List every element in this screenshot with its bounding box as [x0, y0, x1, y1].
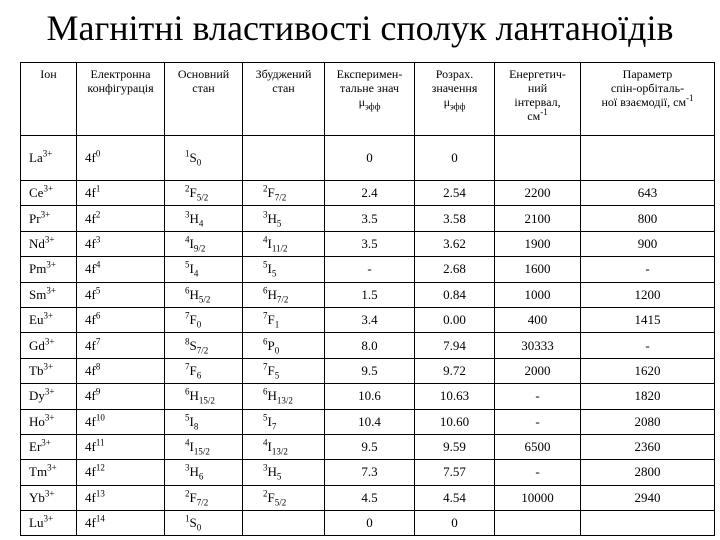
energy-gap-cell — [495, 136, 581, 181]
header-excited-state: Збуджений стан — [243, 63, 325, 136]
spin-orbit-cell: 2360 — [581, 434, 715, 459]
experimental-value-cell: 4.5 — [325, 485, 415, 510]
energy-gap-cell: 30333 — [495, 333, 581, 358]
config-cell: $4f^8$ — [77, 358, 165, 383]
ground-state-cell: $^7F_6$ — [165, 358, 243, 383]
header-ground-state: Основний стан — [165, 63, 243, 136]
table-row — [21, 307, 715, 332]
ground-state-cell: $^3H_4$ — [165, 206, 243, 231]
header-ion: Іон — [21, 63, 77, 136]
config-cell: $4f^4$ — [77, 257, 165, 282]
table-row — [21, 206, 715, 231]
config-cell: $4f^3$ — [77, 231, 165, 256]
spin-orbit-cell: 1415 — [581, 307, 715, 332]
excited-state-cell: $^7F_1$ — [243, 307, 325, 332]
config-cell: $4f^9$ — [77, 384, 165, 409]
spin-orbit-cell: - — [581, 333, 715, 358]
excited-state-cell: $^3H_5$ — [243, 206, 325, 231]
ground-state-cell: $^8S_{7/2}$ — [165, 333, 243, 358]
table-row — [21, 485, 715, 510]
table-row — [21, 384, 715, 409]
table-row — [21, 511, 715, 536]
calculated-value-cell: 0 — [415, 511, 495, 536]
config-cell: $4f^{14}$ — [77, 511, 165, 536]
excited-state-cell: $^5I_5$ — [243, 257, 325, 282]
spin-orbit-cell: 1200 — [581, 282, 715, 307]
calculated-value-cell: 2.68 — [415, 257, 495, 282]
table-row — [21, 136, 715, 181]
ion-cell: $Sm^{3+}$ — [21, 282, 77, 307]
energy-gap-cell: 1000 — [495, 282, 581, 307]
table-row — [21, 333, 715, 358]
energy-gap-cell: 2100 — [495, 206, 581, 231]
energy-gap-cell: 1600 — [495, 257, 581, 282]
ion-cell: $Lu^{3+}$ — [21, 511, 77, 536]
config-cell: $4f^2$ — [77, 206, 165, 231]
energy-gap-cell: 1900 — [495, 231, 581, 256]
energy-gap-cell: 400 — [495, 307, 581, 332]
ion-cell: $Ho^{3+}$ — [21, 409, 77, 434]
ion-cell: $Tm^{3+}$ — [21, 460, 77, 485]
ground-state-cell: $^5I_4$ — [165, 257, 243, 282]
excited-state-cell — [243, 511, 325, 536]
config-cell: $4f^0$ — [77, 136, 165, 181]
ground-state-cell: $^2F_{7/2}$ — [165, 485, 243, 510]
ground-state-cell: $^1S_0$ — [165, 136, 243, 181]
table-row — [21, 231, 715, 256]
ground-state-cell: $^7F_0$ — [165, 307, 243, 332]
ground-state-cell: $^2F_{5/2}$ — [165, 181, 243, 206]
excited-state-cell: $^5I_7$ — [243, 409, 325, 434]
table-row — [21, 282, 715, 307]
ground-state-cell: $^4I_{15/2}$ — [165, 434, 243, 459]
spin-orbit-cell: 2800 — [581, 460, 715, 485]
ground-state-cell: $^6H_{5/2}$ — [165, 282, 243, 307]
calculated-value-cell: 0.84 — [415, 282, 495, 307]
ground-state-cell: $^5I_8$ — [165, 409, 243, 434]
energy-gap-cell: - — [495, 384, 581, 409]
excited-state-cell: $^2F_{5/2}$ — [243, 485, 325, 510]
excited-state-cell: $^7F_5$ — [243, 358, 325, 383]
calculated-value-cell: 3.58 — [415, 206, 495, 231]
energy-gap-cell: 10000 — [495, 485, 581, 510]
excited-state-cell: $^3H_5$ — [243, 460, 325, 485]
calculated-value-cell: 0 — [415, 136, 495, 181]
config-cell: $4f^{12}$ — [77, 460, 165, 485]
spin-orbit-cell — [581, 136, 715, 181]
table-row — [21, 409, 715, 434]
ion-cell: $Er^{3+}$ — [21, 434, 77, 459]
ion-cell: $Tb^{3+}$ — [21, 358, 77, 383]
header-experimental: Експеримен- тальне знач $\mu_{эфф}$ — [325, 63, 415, 136]
header-row — [21, 63, 715, 136]
energy-gap-cell — [495, 511, 581, 536]
experimental-value-cell: 9.5 — [325, 434, 415, 459]
ground-state-cell: $^3H_6$ — [165, 460, 243, 485]
calculated-value-cell: 9.72 — [415, 358, 495, 383]
experimental-value-cell: - — [325, 257, 415, 282]
experimental-value-cell: 8.0 — [325, 333, 415, 358]
excited-state-cell: $^4I_{13/2}$ — [243, 434, 325, 459]
config-cell: $4f^1$ — [77, 181, 165, 206]
energy-gap-cell: 2000 — [495, 358, 581, 383]
experimental-value-cell: 2.4 — [325, 181, 415, 206]
spin-orbit-cell: 643 — [581, 181, 715, 206]
spin-orbit-cell: 2080 — [581, 409, 715, 434]
excited-state-cell — [243, 136, 325, 181]
experimental-value-cell: 7.3 — [325, 460, 415, 485]
spin-orbit-cell: 800 — [581, 206, 715, 231]
page-title: Магнітні властивості сполук лантаноїдів — [46, 8, 674, 48]
spin-orbit-cell: 1620 — [581, 358, 715, 383]
lanthanide-table — [20, 62, 715, 536]
excited-state-cell: $^6P_0$ — [243, 333, 325, 358]
config-cell: $4f^7$ — [77, 333, 165, 358]
header-config: Електронна конфігурація — [77, 63, 165, 136]
ion-cell: $Nd^{3+}$ — [21, 231, 77, 256]
config-cell: $4f^{10}$ — [77, 409, 165, 434]
calculated-value-cell: 0.00 — [415, 307, 495, 332]
header-energy-gap: Енергетич- ний інтервал, $см^{-1}$ — [495, 63, 581, 136]
table-row — [21, 257, 715, 282]
excited-state-cell: $^2F_{7/2}$ — [243, 181, 325, 206]
config-cell: $4f^{11}$ — [77, 434, 165, 459]
experimental-value-cell: 1.5 — [325, 282, 415, 307]
ion-cell: $La^{3+}$ — [21, 136, 77, 181]
calculated-value-cell: 10.60 — [415, 409, 495, 434]
experimental-value-cell: 10.4 — [325, 409, 415, 434]
ion-cell: $Yb^{3+}$ — [21, 485, 77, 510]
ground-state-cell: $^6H_{15/2}$ — [165, 384, 243, 409]
spin-orbit-cell — [581, 511, 715, 536]
ion-cell: $Dy^{3+}$ — [21, 384, 77, 409]
header-spin-orbit: Параметр спін-орбіталь- ної взаємодії, $см^{-1}$ — [581, 63, 715, 136]
experimental-value-cell: 3.5 — [325, 206, 415, 231]
spin-orbit-cell: 1820 — [581, 384, 715, 409]
calculated-value-cell: 4.54 — [415, 485, 495, 510]
ion-cell: $Pr^{3+}$ — [21, 206, 77, 231]
spin-orbit-cell: 2940 — [581, 485, 715, 510]
table-row — [21, 181, 715, 206]
spin-orbit-cell: 900 — [581, 231, 715, 256]
table-row — [21, 434, 715, 459]
ion-cell: $Ce^{3+}$ — [21, 181, 77, 206]
energy-gap-cell: - — [495, 460, 581, 485]
experimental-value-cell: 10.6 — [325, 384, 415, 409]
experimental-value-cell: 0 — [325, 511, 415, 536]
experimental-value-cell: 9.5 — [325, 358, 415, 383]
excited-state-cell: $^6H_{7/2}$ — [243, 282, 325, 307]
calculated-value-cell: 9.59 — [415, 434, 495, 459]
energy-gap-cell: 2200 — [495, 181, 581, 206]
header-calculated: Розрах. значення $\mu_{эфф}$ — [415, 63, 495, 136]
calculated-value-cell: 7.94 — [415, 333, 495, 358]
ion-cell: $Eu^{3+}$ — [21, 307, 77, 332]
calculated-value-cell: 10.63 — [415, 384, 495, 409]
table-row — [21, 460, 715, 485]
energy-gap-cell: 6500 — [495, 434, 581, 459]
excited-state-cell: $^4I_{11/2}$ — [243, 231, 325, 256]
ground-state-cell: $^4I_{9/2}$ — [165, 231, 243, 256]
ground-state-cell: $^1S_0$ — [165, 511, 243, 536]
calculated-value-cell: 2.54 — [415, 181, 495, 206]
ion-cell: $Gd^{3+}$ — [21, 333, 77, 358]
experimental-value-cell: 3.4 — [325, 307, 415, 332]
calculated-value-cell: 7.57 — [415, 460, 495, 485]
energy-gap-cell: - — [495, 409, 581, 434]
spin-orbit-cell: - — [581, 257, 715, 282]
table-row — [21, 358, 715, 383]
ion-cell: $Pm^{3+}$ — [21, 257, 77, 282]
experimental-value-cell: 3.5 — [325, 231, 415, 256]
config-cell: $4f^{13}$ — [77, 485, 165, 510]
experimental-value-cell: 0 — [325, 136, 415, 181]
config-cell: $4f^5$ — [77, 282, 165, 307]
calculated-value-cell: 3.62 — [415, 231, 495, 256]
excited-state-cell: $^6H_{13/2}$ — [243, 384, 325, 409]
config-cell: $4f^6$ — [77, 307, 165, 332]
